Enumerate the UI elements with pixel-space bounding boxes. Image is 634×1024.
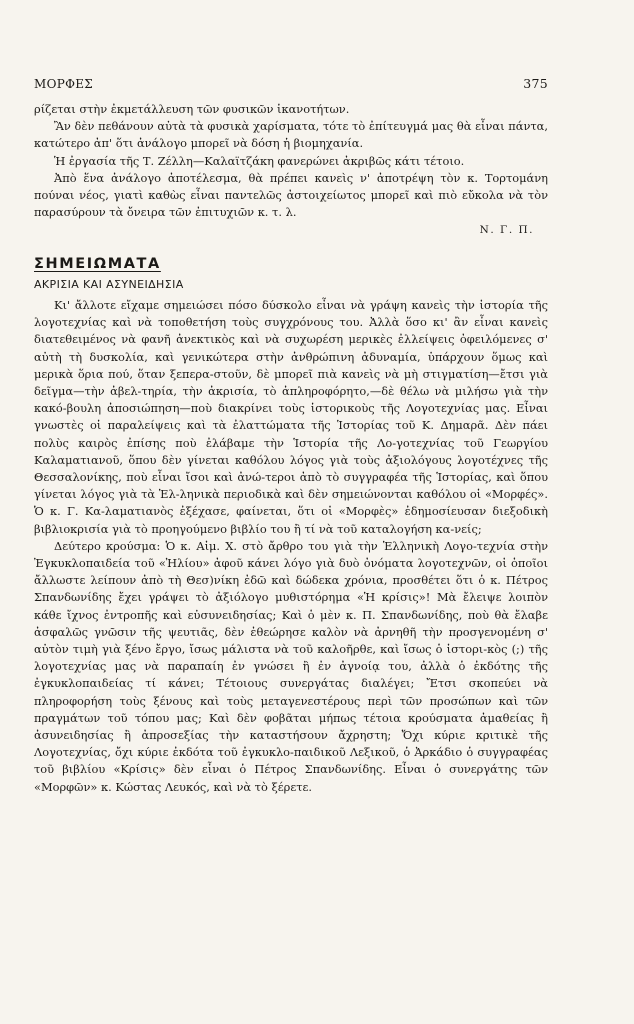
intro-line: ρίζεται στὴν ἐκμετάλλευση τῶν φυσικῶν ἱκανοτήτων.: [34, 102, 350, 116]
intro-line: Ἂν δὲν πεθάνουν αὐτὰ τὰ φυσικὰ χαρίσματα, τότε τὸ ἐπίτευγμά μας θὰ εἶναι πάντα, κατώτερο ἀπ' ὅτι ἀνάλογο μπορεῖ νὰ δόση ἡ βιομηχανία.: [34, 119, 548, 151]
intro-line: Ἀπὸ ἕνα ἀνάλογο ἀποτέλεσμα, θὰ πρέπει κανεὶς ν' ἀποτρέψη τὸν κ. Τορτομάνη πούναι νέος, γιατὶ καθὼς εἶναι παντελῶς ἀστοιχείωτος μπορεῖ καὶ πιὸ εὔκολα νὰ τὸν παρασύρουν τὰ ὄνειρα τῶν ἐπιτυχιῶν κ. τ. λ.: [34, 170, 548, 220]
running-title: ΜΟΡΦΕΣ: [34, 77, 94, 91]
section-subtitle: ΑΚΡΙΣΙΑ ΚΑΙ ΑΣΥΝΕΙΔΗΣΙΑ: [34, 278, 184, 291]
notes-paragraph: Δεύτερο κρούσμα: Ὁ κ. Αἰμ. Χ. στὸ ἄρθρο του γιὰ τὴν Ἑλληνικὴ Λογο-τεχνία στὴν Ἐγκυκλοπαιδεία τοῦ «Ἡλίου» ἀφοῦ κάνει λόγο γιὰ δυὸ ὀνόματα λογοτεχνῶν, οἱ ὁποῖοι ἄλλωστε λείπουν ἀπὸ τὴ Θεσ)νίκη ἐδῶ καὶ δώδεκα χρόνια, προσθέτει ὅτι ὁ κ. Πέτρος Σπανδωνίδης ἔχει γράψει τὸ ἀξιόλογο μυθιστόρημα «Ἡ κρίσις»! Μὰ ἔλειψε λοιπὸν κάθε ἴχνος ἐντροπῆς καὶ εὐσυνειδησίας; Καὶ ὁ μὲν κ. Π. Σπανδωνίδης, ποὺ θὰ ἔλαβε ἀσφαλῶς γνῶσιν τῆς ψευτιᾶς, δὲν ἐθεώρησε καλὸν νὰ ἀρνηθῆ τὴν προσγενομένη σ' αὐτὸν τιμὴ γιὰ ξένο ἔργο, ἴσως μάλιστα νὰ τοῦ καλοῆρθε, καὶ ἴσως ὁ ἱστορι-κὸς (;) τῆς λογοτεχνίας μας νὰ παραπαίη ἐν γνώσει ἢ ἐν ἀγνοίᾳ του, ἀλλὰ ὁ ἐκδότης τῆς ἐγκυκλοπαιδείας τί κάνει; Τέτοιους συνεργάτας διαλέγει; Ἔτσι σκοπεύει νὰ πληροφορήση τοὺς ξένους καὶ τοὺς μεταγενεστέρους περὶ τῶν προσώπων καὶ τῶν πραγμάτων τοῦ τόπου μας; Καὶ δὲν φοβᾶται μήπως τέτοια κρούσματα ἀμαθείας ἢ ἀσυνειδησίας ἢ ἀπροσεξίας τὴν καταστήσουν ἄχρηστη; Ὄχι κύριε κριτικὲ τῆς Λογοτεχνίας, ὄχι κύριε ἐκδότα τοῦ ἐγκυκλο-παιδικοῦ Λεξικοῦ, ὁ Ἀρκάδιο ὁ συγγραφέας τοῦ βιβλίου «Κρίσις» δὲν εἶναι ὁ Πέτρος Σπανδωνίδης. Εἶναι ὁ συνεργάτης τῶν «Μορφῶν» κ. Κώστας Λευκός, καὶ νὰ τὸ ξέρετε.: [34, 538, 548, 794]
section-title: ΣΗΜΕΙΩΜΑΤΑ: [34, 256, 161, 272]
intro-text: [34, 101, 548, 240]
author-signature: Ν. Γ. Π.: [479, 224, 534, 237]
intro-line: Ἡ ἐργασία τῆς Τ. Ζέλλη—Καλαϊτζάκη φανερώνει ἀκριβῶς κάτι τέτοιο.: [54, 153, 465, 168]
notes-paragraph: Κι' ἄλλοτε εἴχαμε σημειώσει πόσο δύσκολο εἶναι νὰ γράψη κανεὶς τὴν ἱστορία τῆς λογοτεχνίας καὶ νὰ τοποθετήση τοὺς συγχρόνους του. Ἀλλὰ ὅσο κι' ἂν εἶναι κανεὶς διατεθειμένος νὰ φανῆ ἀνεκτικὸς καὶ νὰ συχωρέση μερικὲς ἐλλείψεις ὀφειλόμενες σ' αὐτὴ τὴ δυσκολία, καὶ γενικώτερα στὴν ἀνθρώπινη ἀδυναμία, ὑπάρχουν ὅμως καὶ μερικὰ ὅρια πού, ὅταν ξεπερα-στοῦν, δὲ μπορεῖ πιὰ κανεὶς νὰ μὴ στιγματίση—ἔτσι γιὰ δεῖγμα—τὴν ἀβελ-τηρία, τὴν ἀκρισία, τὸ ἀπληροφόρητο,—δὲ θέλω νὰ μιλήσω γιὰ τὴν κακό-βουλη ἀποσιώπηση—ποὺ διακρίνει τοὺς ἱστορικοὺς τῆς Λογοτεχνίας μας. Εἶναι γνωστὲς οἱ παραλείψεις καὶ τὰ ἐλαττώματα τῆς Ἱστορίας τοῦ Κ. Δημαρᾶ. Δὲν πάει πολὺς καιρὸς ἐπίσης ποὺ ἐλάβαμε τὴν Ἱστορία τῆς Λο-γοτεχνίας τοῦ Γεωργίου Καλαματιανοῦ, ὅπου δὲν γίνεται καθόλου λόγος γιὰ τοὺς ἀξιολόγους λογοτέχνες τῆς Θεσσαλονίκης, ποὺ εἶναι ἴσοι καὶ ἀνώ-τεροι ἀπὸ τὸ συγγραφέα τῆς Ἱστορίας, καὶ ὅπου γίνεται λόγος γιὰ τὰ Ἑλ-ληνικὰ περιοδικὰ καὶ δὲν σημειώνονται καθόλου οἱ «Μορφές». Ὁ κ. Γ. Κα-λαματιανὸς ἐξέχασε, φαίνεται, ὅτι οἱ «Μορφὲς» ἐδημοσίευσαν διεξοδικὴ βιβλιοκρισία γιὰ τὸ προηγούμενο βιβλίο του ἢ τί νὰ τοῦ καταλογήση κα-νείς;: [34, 298, 548, 536]
notes-body: [34, 297, 548, 796]
page-header: [34, 76, 548, 91]
page-number: 375: [523, 76, 548, 91]
